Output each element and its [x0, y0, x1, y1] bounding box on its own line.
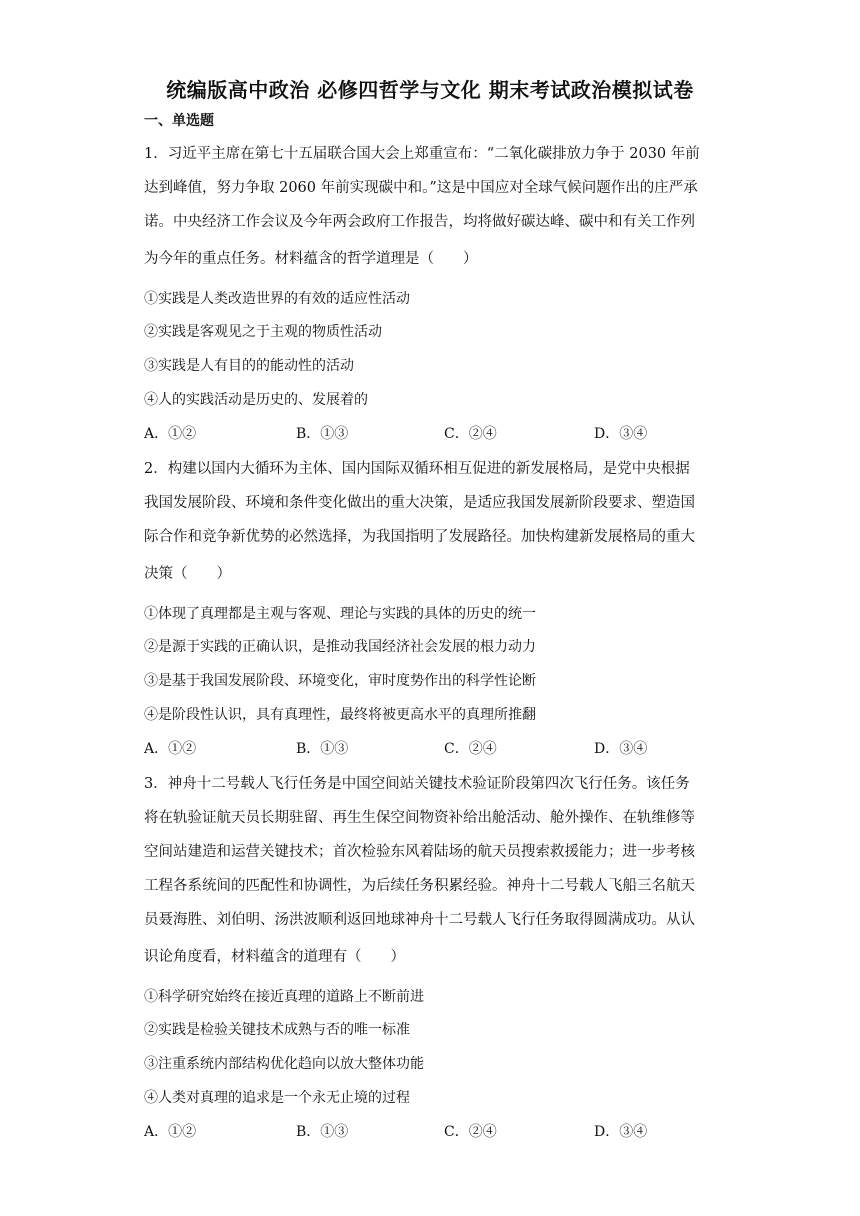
- question-2-option-4: ④是阶段性认识，具有真理性，最终将被更高水平的真理所推翻: [144, 707, 536, 723]
- choice-c: C．②④: [444, 426, 497, 442]
- question-3-line-6: 识论角度看，材料蕴含的道理有（ ）: [144, 949, 405, 965]
- question-2-choices: [144, 738, 724, 758]
- section-heading: 一、单选题: [144, 113, 214, 129]
- question-2-option-3: ③是基于我国发展阶段、环境变化，审时度势作出的科学性论断: [144, 673, 536, 689]
- choice-d: D．③④: [594, 426, 648, 442]
- question-1-option-4: ④人的实践活动是历史的、发展着的: [144, 392, 368, 408]
- choice-d: D．③④: [594, 1124, 648, 1140]
- question-3-line-4: 工程各系统间的匹配性和协调性，为后续任务积累经验。神舟十二号载人飞船三名航天: [144, 878, 695, 894]
- choice-b: B．①③: [296, 741, 349, 757]
- choice-b: B．①③: [296, 1124, 349, 1140]
- question-3-option-3: ③注重系统内部结构优化趋向以放大整体功能: [144, 1056, 424, 1072]
- question-3-line-5: 员聂海胜、刘伯明、汤洪波顺利返回地球神舟十二号载人飞行任务取得圆满成功。从认: [144, 912, 695, 928]
- question-3-line-2: 将在轨验证航天员长期驻留、再生生保空间物资补给出舱活动、舱外操作、在轨维修等: [144, 810, 695, 826]
- choice-b: B．①③: [296, 426, 349, 442]
- question-3-line-1: 3．神舟十二号载人飞行任务是中国空间站关键技术验证阶段第四次飞行任务。该任务: [144, 776, 690, 792]
- choice-c: C．②④: [444, 741, 497, 757]
- choice-a: A．①②: [144, 1124, 197, 1140]
- document-title: 统编版高中政治 必修四哲学与文化 期末考试政治模拟试卷: [166, 78, 694, 102]
- question-2-option-2: ②是源于实践的正确认识，是推动我国经济社会发展的根力动力: [144, 639, 536, 655]
- choice-a: A．①②: [144, 741, 197, 757]
- choice-c: C．②④: [444, 1124, 497, 1140]
- question-2-line-4: 决策（ ）: [144, 566, 231, 582]
- question-2-option-1: ①体现了真理都是主观与客观、理论与实践的具体的历史的统一: [144, 606, 536, 622]
- question-1-line-2: 达到峰值，努力争取 2060 年前实现碳中和。”这是中国应对全球气候问题作出的庄严承: [144, 180, 698, 196]
- question-1-option-2: ②实践是客观见之于主观的物质性活动: [144, 324, 382, 340]
- question-3-option-4: ④人类对真理的追求是一个永无止境的过程: [144, 1090, 410, 1106]
- question-2-line-2: 我国发展阶段、环境和条件变化做出的重大决策，是适应我国发展新阶段要求、塑造国: [144, 495, 695, 511]
- question-1-option-3: ③实践是人有目的的能动性的活动: [144, 358, 354, 374]
- question-1-line-3: 诺。中央经济工作会议及今年两会政府工作报告，均将做好碳达峰、碳中和有关工作列: [144, 214, 695, 230]
- question-3-line-3: 空间站建造和运营关键技术；首次检验东风着陆场的航天员搜索救援能力；进一步考核: [144, 844, 695, 860]
- question-3-option-2: ②实践是检验关键技术成熟与否的唯一标准: [144, 1022, 410, 1038]
- question-1-option-1: ①实践是人类改造世界的有效的适应性活动: [144, 291, 410, 307]
- question-3-option-1: ①科学研究始终在接近真理的道路上不断前进: [144, 989, 424, 1005]
- question-1-line-1: 1．习近平主席在第七十五届联合国大会上郑重宣布：“二氧化碳排放力争于 2030 年前: [144, 146, 700, 162]
- choice-a: A．①②: [144, 426, 197, 442]
- question-3-choices: [144, 1121, 724, 1141]
- question-2-line-1: 2．构建以国内大循环为主体、国内国际双循环相互促进的新发展格局，是党中央根据: [144, 461, 690, 477]
- question-1-line-4: 为今年的重点任务。材料蕴含的哲学道理是（ ）: [144, 251, 478, 267]
- question-2-line-3: 际合作和竞争新优势的必然选择，为我国指明了发展路径。加快构建新发展格局的重大: [144, 529, 695, 545]
- question-1-choices: [144, 423, 724, 443]
- choice-d: D．③④: [594, 741, 648, 757]
